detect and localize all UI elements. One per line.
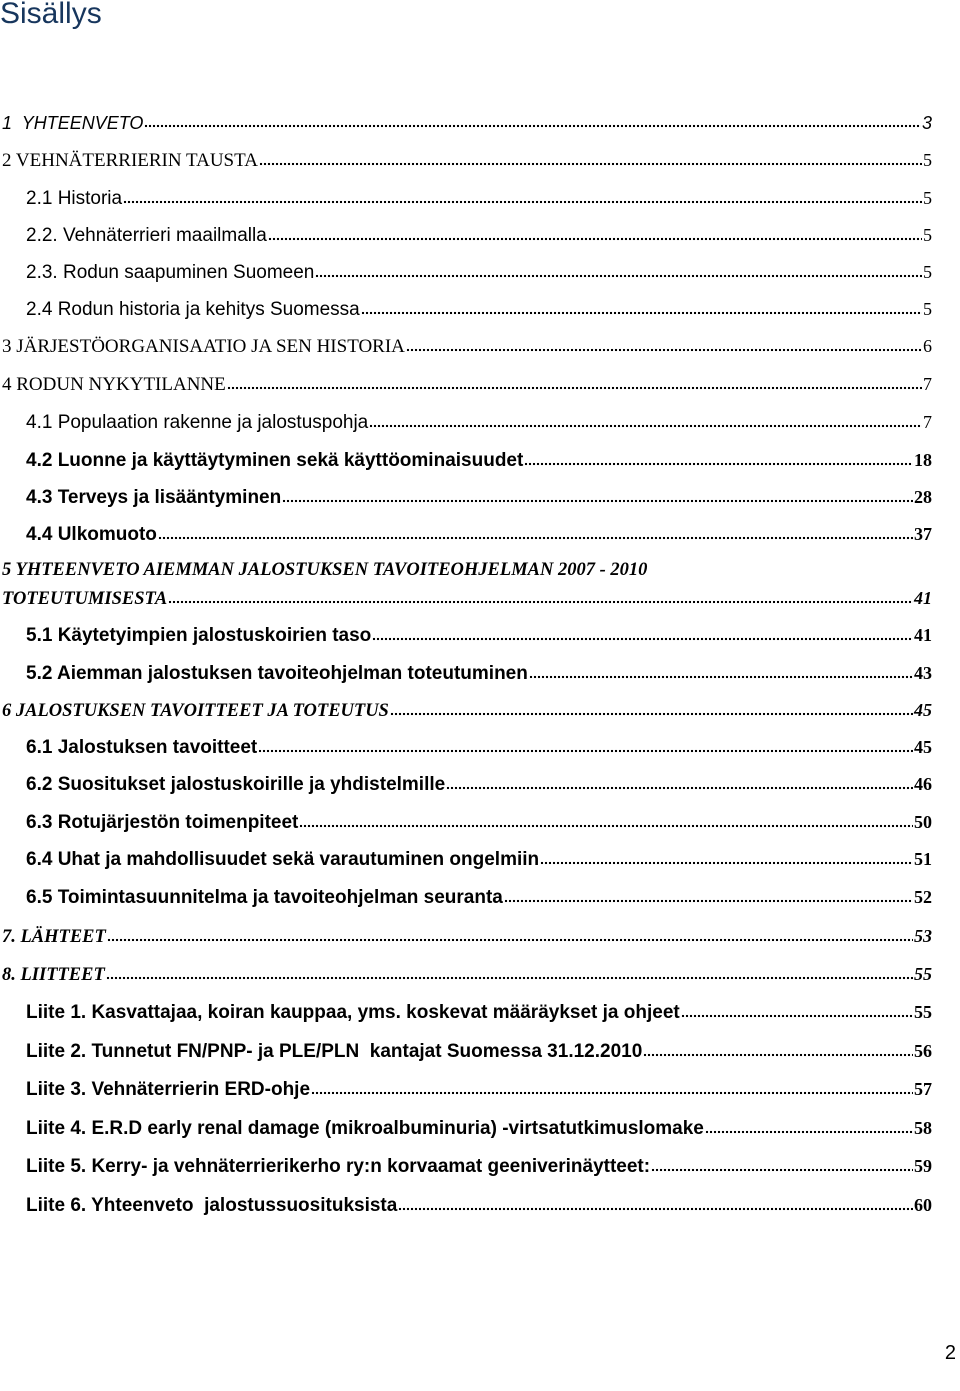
toc-entry-label: Liite 3. Vehnäterrierin ERD-ohje (26, 1079, 311, 1100)
toc-entry-lahteet[interactable] (0, 918, 960, 948)
toc-entry-label: 6.2 Suositukset jalostuskoirille ja yhdistelmille (26, 774, 446, 795)
toc-entry-liite-2[interactable] (0, 1033, 960, 1063)
toc-entry-label: 4.2 Luonne ja käyttäytyminen sekä käyttöominaisuudet (26, 450, 524, 471)
toc-entry-suositukset[interactable] (0, 766, 960, 796)
toc-entry-toteutuminen[interactable] (0, 655, 960, 685)
toc-entry-vehnaterrierin-tausta[interactable] (0, 142, 960, 172)
toc-leader-dots (398, 1207, 913, 1211)
toc-entry-page: 5 (923, 262, 932, 282)
toc-leader-dots (372, 637, 913, 641)
toc-entry-ulkomuoto[interactable] (0, 516, 960, 546)
toc-leader-dots (107, 938, 913, 942)
toc-leader-dots (504, 899, 913, 903)
toc-entry-label: 2.3. Rodun saapuminen Suomeen (26, 262, 315, 283)
toc-leader-dots (106, 976, 913, 980)
toc-entry-toimintasuunnitelma[interactable] (0, 879, 960, 909)
toc-entry-jalostuksen-tavoitteet-ja-toteutus[interactable] (0, 692, 960, 722)
toc-entry-label: 6.4 Uhat ja mahdollisuudet sekä varautuminen ongelmiin (26, 849, 540, 870)
toc-leader-dots (681, 1014, 913, 1018)
toc-entry-jarjestoorganisaatio[interactable] (0, 328, 960, 358)
toc-entry-label: 5.1 Käytetyimpien jalostuskoirien taso (26, 625, 372, 646)
toc-leader-dots (282, 499, 913, 503)
toc-entry-jalostuksen-tavoitteet[interactable] (0, 729, 960, 759)
toc-entry-label: 4 RODUN NYKYTILANNE (2, 374, 226, 395)
toc-leader-dots (705, 1130, 913, 1134)
toc-entry-kehitys[interactable] (0, 291, 960, 321)
toc-entry-liite-1[interactable] (0, 994, 960, 1024)
toc-entry-page: 57 (914, 1079, 932, 1099)
toc-leader-dots (158, 536, 913, 540)
toc-entry-label: 6.5 Toimintasuunnitelma ja tavoiteohjelman seuranta (26, 887, 503, 908)
toc-leader-dots (406, 348, 922, 352)
toc-entry-page: 51 (914, 849, 932, 869)
toc-entry-label: 2.1 Historia (26, 188, 123, 209)
toc-leader-dots (361, 311, 922, 315)
toc-entry-label: Liite 4. E.R.D early renal damage (mikroalbuminuria) -virtsatutkimuslomake (26, 1118, 704, 1139)
toc-entry-page: 55 (914, 964, 932, 984)
toc-entry-liitteet[interactable] (0, 956, 960, 986)
toc-entry-label: 3 JÄRJESTÖORGANISAATIO JA SEN HISTORIA (2, 336, 405, 357)
toc-entry-page: 55 (914, 1002, 932, 1022)
toc-leader-dots (144, 124, 921, 128)
toc-leader-dots (258, 749, 913, 753)
toc-entry-label: 6.1 Jalostuksen tavoitteet (26, 737, 258, 758)
toc-leader-dots (369, 424, 922, 428)
toc-entry-page: 43 (914, 663, 932, 683)
toc-leader-dots (390, 712, 913, 716)
toc-entry-page: 59 (914, 1156, 932, 1176)
toc-entry-page: 5 (923, 188, 932, 208)
toc-entry-nykytilanne[interactable] (0, 366, 960, 396)
toc-entry-page: 3 (921, 113, 932, 133)
toc-entry-page: 45 (914, 737, 932, 757)
toc-leader-dots (227, 386, 922, 390)
toc-entry-page: 5 (923, 299, 932, 319)
toc-entry-page: 5 (923, 150, 932, 170)
toc-entry-page: 45 (914, 700, 932, 720)
toc-entry-kaytetyimpien[interactable] (0, 617, 960, 647)
toc-entry-liite-4[interactable] (0, 1110, 960, 1140)
toc-entry-liite-3[interactable] (0, 1071, 960, 1101)
toc-leader-dots (259, 162, 922, 166)
toc-entry-label: 6.3 Rotujärjestön toimenpiteet (26, 812, 299, 833)
toc-entry-label: Liite 5. Kerry- ja vehnäterrierikerho ry:n korvaamat geeniverinäytteet: (26, 1156, 651, 1177)
toc-leader-dots (529, 675, 913, 679)
toc-entry-page: 41 (914, 625, 932, 645)
toc-entry-page: 18 (914, 450, 932, 470)
toc-entry-page: 46 (914, 774, 932, 794)
toc-entry-label: 8. LIITTEET (2, 965, 105, 985)
toc-entry-page: 7 (923, 412, 932, 432)
toc-entry-label-line1: 5 YHTEENVETO AIEMMAN JALOSTUKSEN TAVOITEOHJELMAN 2007 - 2010 (2, 560, 648, 580)
page-number: 2 (944, 1342, 956, 1364)
toc-entry-page: 41 (914, 588, 932, 608)
toc-leader-dots (643, 1053, 913, 1057)
toc-leader-dots (315, 274, 922, 278)
toc-entry-label: 2.4 Rodun historia ja kehitys Suomessa (26, 299, 360, 320)
toc-entry-label: 4.1 Populaation rakenne ja jalostuspohja (26, 412, 369, 433)
toc-entry-page: 53 (914, 926, 932, 946)
toc-entry-luonne[interactable] (0, 442, 960, 472)
toc-leader-dots (524, 462, 913, 466)
toc-entry-toimenpiteet[interactable] (0, 804, 960, 834)
toc-entry-page: 6 (923, 336, 932, 356)
toc-entry-label: 2 VEHNÄTERRIERIN TAUSTA (2, 150, 258, 171)
toc-entry-label: 4.4 Ulkomuoto (26, 524, 157, 545)
toc-entry-page: 28 (914, 487, 932, 507)
toc-leader-dots (540, 861, 913, 865)
toc-entry-populaatio[interactable] (0, 404, 960, 434)
toc-entry-terveys[interactable] (0, 479, 960, 509)
toc-entry-liite-6[interactable] (0, 1187, 960, 1217)
toc-leader-dots (651, 1168, 913, 1172)
toc-entry-label: 4.3 Terveys ja lisääntyminen (26, 487, 282, 508)
toc-entry-label: 1 YHTEENVETO (2, 113, 144, 133)
toc-entry-label: 5.2 Aiemman jalostuksen tavoiteohjelman toteutuminen (26, 663, 528, 684)
toc-entry-uhat[interactable] (0, 841, 960, 871)
toc-entry-label: Liite 1. Kasvattajaa, koiran kauppaa, yms. koskevat määräykset ja ohjeet (26, 1002, 680, 1023)
toc-leader-dots (268, 237, 922, 241)
toc-entry-maailmalla[interactable] (0, 217, 960, 247)
toc-leader-dots (123, 200, 922, 204)
toc-leader-dots (299, 824, 913, 828)
toc-leader-dots (168, 600, 913, 604)
toc-entry-label: 6 JALOSTUKSEN TAVOITTEET JA TOTEUTUS (2, 701, 389, 721)
toc-entry-label: TOTEUTUMISESTA (2, 589, 168, 609)
page-title: Sisällys (0, 0, 102, 30)
toc-entry-yhteenveto-aiemman[interactable] (0, 560, 960, 610)
toc-entry-historia[interactable] (0, 180, 960, 210)
toc-entry-label: Liite 6. Yhteenveto jalostussuosituksista (26, 1195, 398, 1216)
toc-entry-page: 7 (923, 374, 932, 394)
toc-entry-label: Liite 2. Tunnetut FN/PNP- ja PLE/PLN kantajat Suomessa 31.12.2010 (26, 1041, 643, 1062)
toc-entry-page: 5 (923, 225, 932, 245)
toc-entry-page: 50 (914, 812, 932, 832)
toc-entry-yhteenveto[interactable] (0, 104, 960, 134)
toc-entry-saapuminen[interactable] (0, 254, 960, 284)
toc-entry-page: 60 (914, 1195, 932, 1215)
toc-entry-page: 56 (914, 1041, 932, 1061)
toc-leader-dots (311, 1091, 913, 1095)
toc-entry-liite-5[interactable] (0, 1148, 960, 1178)
toc-entry-label: 7. LÄHTEET (2, 927, 106, 947)
toc-entry-page: 37 (914, 524, 932, 544)
toc-entry-label: 2.2. Vehnäterrieri maailmalla (26, 225, 267, 246)
toc-entry-page: 52 (914, 887, 932, 907)
toc-entry-page: 58 (914, 1118, 932, 1138)
toc-leader-dots (446, 786, 913, 790)
